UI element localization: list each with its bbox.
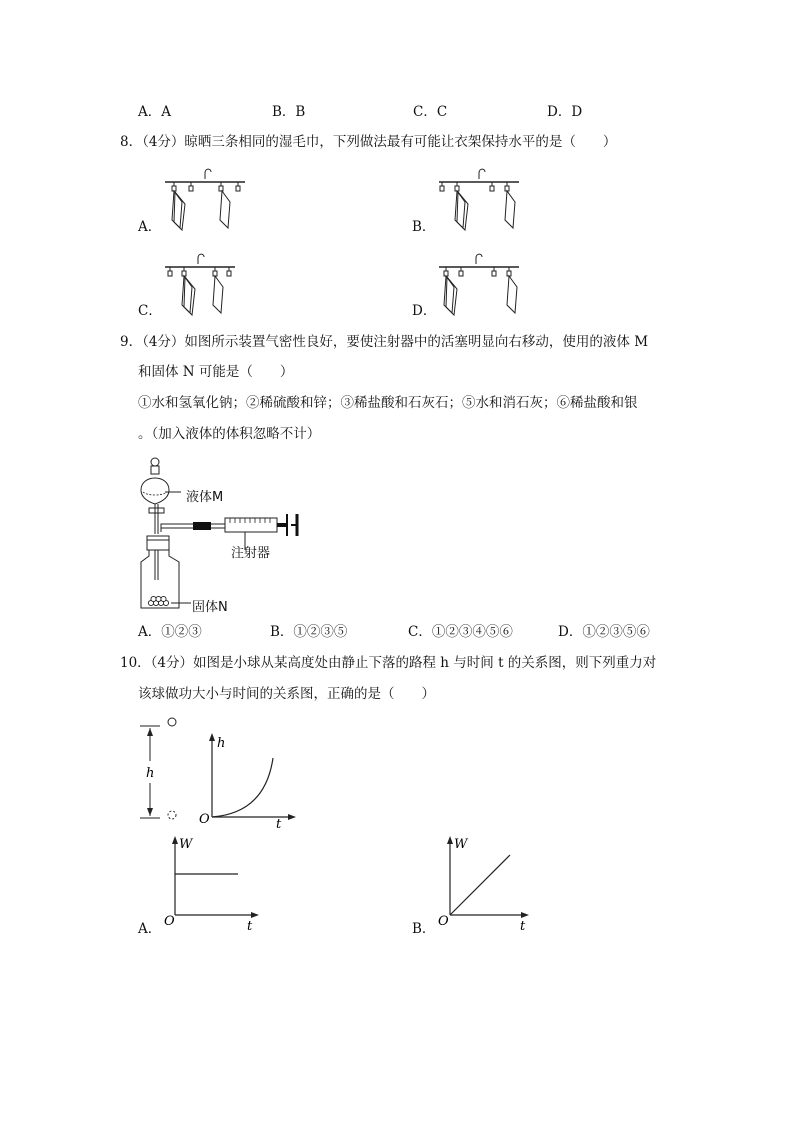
graph-b-t-axis-label: t bbox=[520, 919, 526, 934]
h-axis-label: h bbox=[217, 736, 226, 751]
origin-label: O bbox=[199, 812, 210, 827]
q10-label-a: A． bbox=[138, 921, 162, 937]
q8-label-c: C． bbox=[138, 303, 162, 319]
q10-stem-line1: 10．（4分）如图是小球从某高度处由静止下落的路程 h 与时间 t 的关系图，则下列重力对 bbox=[120, 655, 657, 671]
t-axis-label: t bbox=[276, 817, 282, 832]
falling-ball-figure bbox=[135, 713, 310, 833]
graph-a bbox=[155, 830, 270, 940]
q9-stem-line2: 和固体 N 可能是（ ） bbox=[138, 364, 294, 380]
q8-label-d: D． bbox=[412, 303, 437, 319]
q7-option-c: C．C bbox=[413, 104, 448, 120]
q9-stem-line3: ①水和氢氧化钠；②稀硫酸和锌；③稀盐酸和石灰石；⑤水和消石灰；⑥稀盐酸和银 bbox=[138, 395, 638, 411]
q9-stem-line4: 。（加入液体的体积忽略不计） bbox=[138, 426, 321, 442]
q7-option-d: D．D bbox=[547, 104, 583, 120]
label-solid-n: 固体N bbox=[192, 600, 228, 615]
graph-b-w-axis-label: W bbox=[454, 837, 468, 852]
q9-stem-line1: 9．（4分）如图所示装置气密性良好，要使注射器中的活塞明显向右移动，使用的液体 M bbox=[120, 334, 649, 350]
graph-a-origin-label: O bbox=[164, 914, 175, 929]
q7-option-a: A．A bbox=[138, 104, 171, 120]
label-liquid-m: 液体M bbox=[186, 490, 224, 505]
q8-stem: 8．（4分）晾晒三条相同的湿毛巾，下列做法最有可能让衣架保持水平的是（ ） bbox=[120, 134, 617, 150]
graph-b bbox=[430, 830, 545, 940]
graph-a-w-axis-label: W bbox=[179, 837, 193, 852]
hanger-figure-b bbox=[434, 160, 524, 235]
q9-option-c: C．①②③④⑤⑥ bbox=[408, 624, 513, 640]
q8-label-b: B． bbox=[412, 219, 436, 235]
apparatus-figure bbox=[135, 452, 310, 617]
q9-option-a: A．①②③ bbox=[138, 624, 202, 640]
h-distance-label: h bbox=[146, 766, 155, 781]
hanger-figure-c bbox=[160, 245, 250, 320]
q9-option-d: D．①②③⑤⑥ bbox=[558, 624, 650, 640]
q7-option-b: B．B bbox=[272, 104, 306, 120]
label-syringe: 注射器 bbox=[231, 546, 271, 561]
q8-label-a: A． bbox=[138, 219, 162, 235]
q9-option-b: B．①②③⑤ bbox=[270, 624, 348, 640]
hanger-figure-d bbox=[434, 245, 524, 320]
hanger-figure-a bbox=[160, 160, 250, 235]
graph-a-t-axis-label: t bbox=[247, 919, 253, 934]
graph-b-origin-label: O bbox=[438, 914, 449, 929]
q10-label-b: B． bbox=[412, 921, 436, 937]
q10-stem-line2: 该球做功大小与时间的关系图，正确的是（ ） bbox=[138, 686, 435, 702]
